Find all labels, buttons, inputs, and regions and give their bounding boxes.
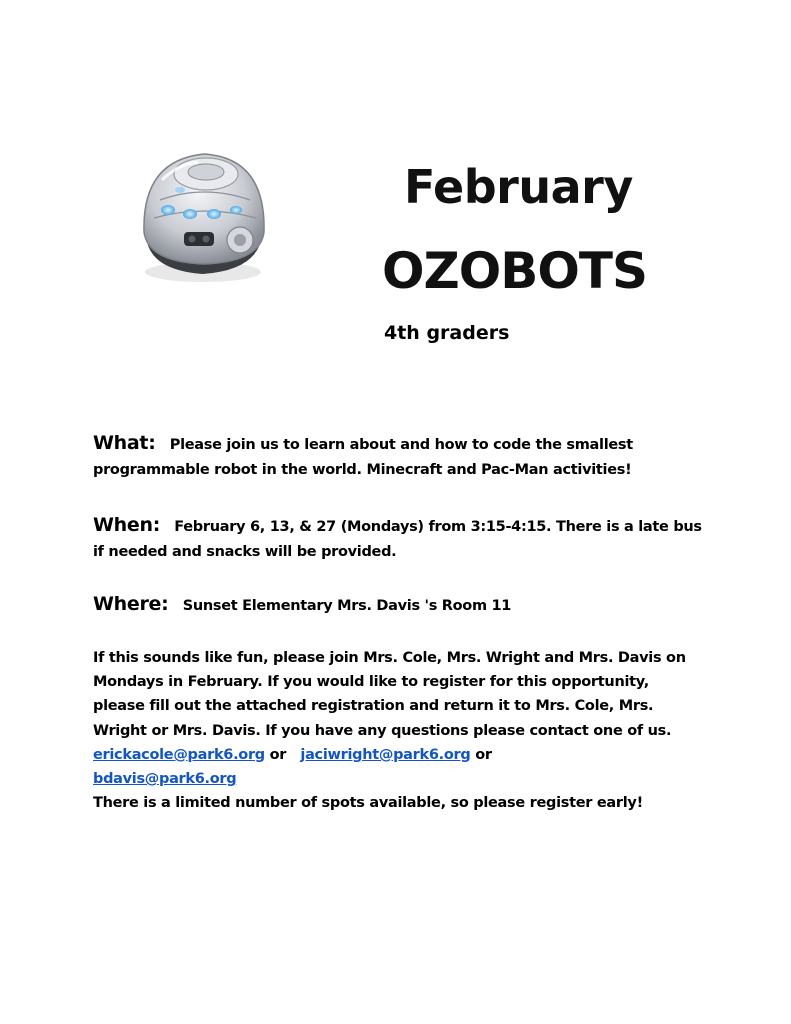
email-link-wright[interactable]: jaciwright@park6.org (300, 746, 471, 763)
or-text-2: or (475, 746, 492, 763)
where-section (93, 592, 703, 619)
what-label: What: (93, 432, 156, 454)
where-label: Where: (93, 593, 169, 615)
when-label: When: (93, 514, 160, 536)
what-section (93, 431, 703, 483)
email-link-davis[interactable]: bdavis@park6.org (93, 771, 237, 788)
what-text: Please join us to learn about and how to code the smallest programmable robot in the world. Minecraft and Pac-Man activities! (93, 437, 633, 478)
or-text-1: or (269, 746, 287, 763)
when-section (93, 513, 703, 565)
page-title-line-2: OZOBOTS (382, 242, 647, 300)
details-paragraph (93, 646, 703, 815)
ozobot-robot-icon (128, 140, 278, 290)
details-text: If this sounds like fun, please join Mrs. Cole, Mrs. Wright and Mrs. Davis on Mondays in February. If you would like to register for this opportunity, please fill out the attached registration and return it to Mrs. Cole, Mrs. Wright or Mrs. Davis. If you have any questions please contact one of us. (93, 650, 686, 739)
closing-text: There is a limited number of spots available, so please register early! (93, 795, 643, 812)
when-text: February 6, 13, & 27 (Mondays) from 3:15-4:15. There is a late bus if needed and snacks will be provided. (93, 519, 702, 560)
email-link-cole[interactable]: erickacole@park6.org (93, 746, 265, 763)
page-subtitle: 4th graders (384, 322, 510, 344)
where-text: Sunset Elementary Mrs. Davis 's Room 11 (182, 598, 512, 614)
page-title-line-1: February (404, 160, 633, 214)
